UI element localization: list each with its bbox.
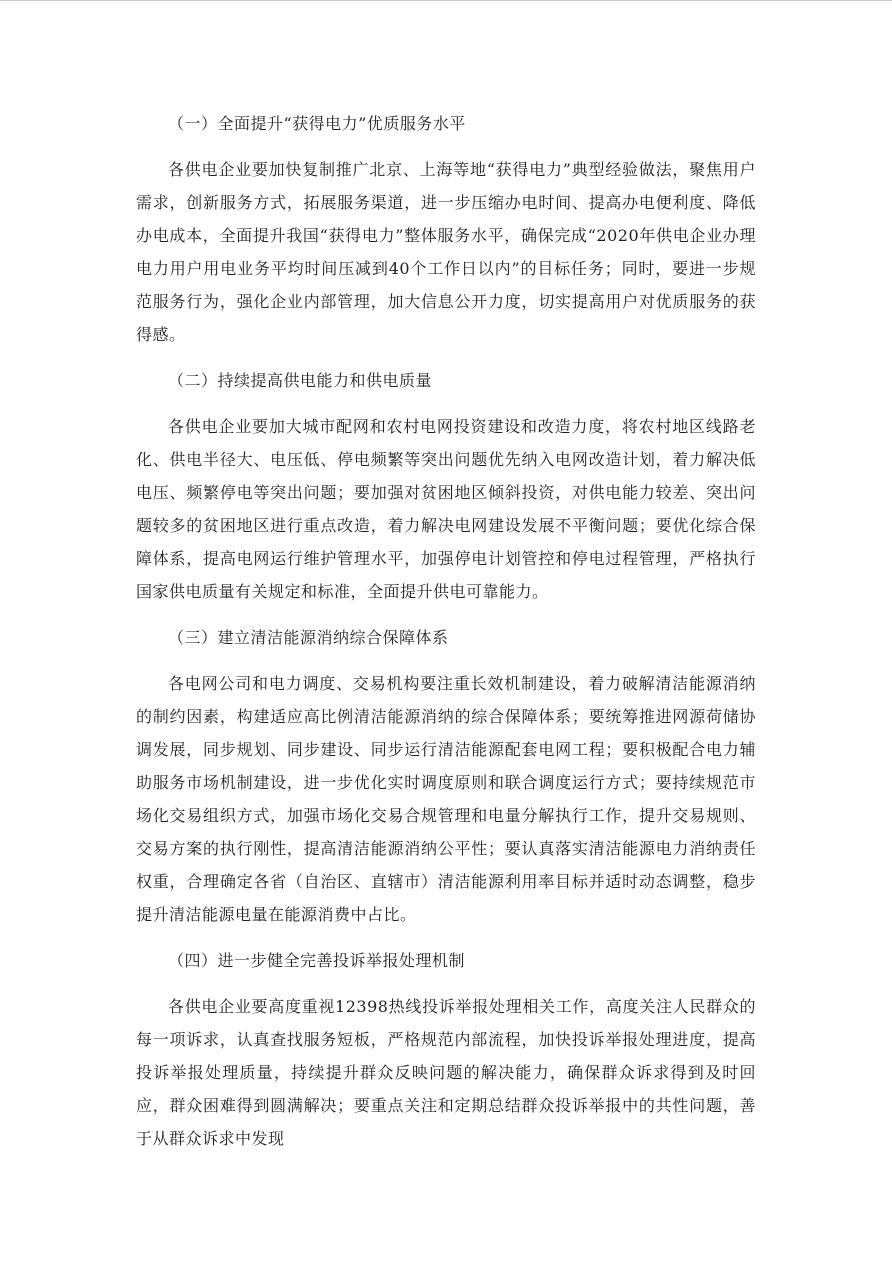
section-4 (136, 944, 756, 1155)
section-heading: （三）建立清洁能源消纳综合保障体系 (168, 628, 449, 647)
section-paragraph: 各供电企业要高度重视12398热线投诉举报处理相关工作，高度关注人民群众的每一项诉求，认真查找服务短板，严格规范内部流程，加快投诉举报处理进度，提高投诉举报处理质量，持续提升群众反映问题的解决能力，确保群众诉求得到及时回应，群众困难得到圆满解决；要重点关注和定期总结群众投诉举报中的共性问题，善于从群众诉求中发现 (136, 997, 756, 1148)
section-paragraph: 各供电企业要加大城市配网和农村电网投资建设和改造力度，将农村地区线路老化、供电半径大、电压低、停电频繁等突出问题优先纳入电网改造计划，着力解决低电压、频繁停电等突出问题；要加强对贫困地区倾斜投资，对供电能力较差、突出问题较多的贫困地区进行重点改造，着力解决电网建设发展不平衡问题；要优化综合保障体系，提高电网运行维护管理水平，加强停电计划管控和停电过程管理，严格执行国家供电质量有关规定和标准，全面提升供电可靠能力。 (136, 417, 756, 601)
section-1 (136, 107, 756, 351)
section-heading: （一）全面提升“获得电力”优质服务水平 (168, 114, 466, 133)
section-2 (136, 364, 756, 608)
section-heading: （四）进一步健全完善投诉举报处理机制 (168, 951, 466, 970)
section-3 (136, 621, 756, 931)
document-body (136, 107, 756, 1168)
section-paragraph: 各电网公司和电力调度、交易机构要注重长效机制建设，着力破解清洁能源消纳的制约因素，构建适应高比例清洁能源消纳的综合保障体系；要统筹推进网源荷储协调发展，同步规划、同步建设、同步运行清洁能源配套电网工程；要积极配合电力辅助服务市场机制建设，进一步优化实时调度原则和联合调度运行方式；要持续规范市场化交易组织方式，加强市场化交易合规管理和电量分解执行工作，提升交易规则、交易方案的执行刚性，提高清洁能源消纳公平性；要认真落实清洁能源电力消纳责任权重，合理确定各省（自治区、直辖市）清洁能源利用率目标并适时动态调整，稳步提升清洁能源电量在能源消费中占比。 (136, 674, 756, 924)
section-heading: （二）持续提高供电能力和供电质量 (168, 371, 433, 390)
section-paragraph: 各供电企业要加快复制推广北京、上海等地“获得电力”典型经验做法，聚焦用户需求，创新服务方式，拓展服务渠道，进一步压缩办电时间、提高办电便利度、降低办电成本，全面提升我国“获得电力”整体服务水平，确保完成“2020年供电企业办理电力用户用电业务平均时间压减到40个工作日以内”的目标任务；同时，要进一步规范服务行为，强化企业内部管理，加大信息公开力度，切实提高用户对优质服务的获得感。 (136, 160, 756, 344)
